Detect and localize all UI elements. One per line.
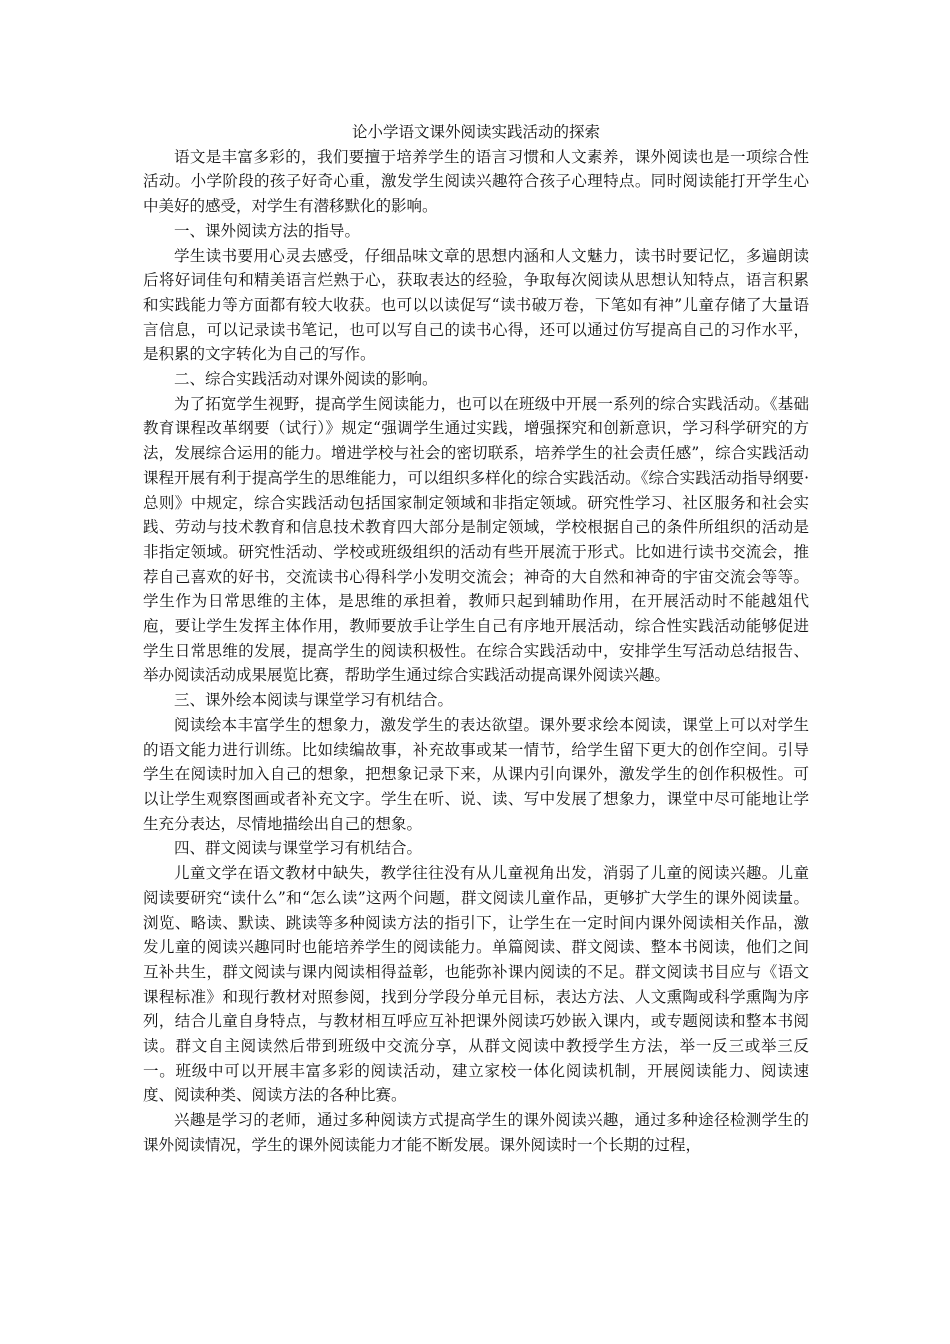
section-heading-4: 四、群文阅读与课堂学习有机结合。 (174, 839, 423, 858)
section-body-3: 阅读绘本丰富学生的想象力，激发学生的表达欲望。课外要求绘本阅读，课堂上可以对学生的语文能力进行训练。比如续编故事，补充故事或某一情节，给学生留下更大的创作空间。引导学生在阅读时加入自己的想象，把想象记录下来，从课内引向课外，激发学生的创作积极性。可以让学生观察图画或者补充文字。学生在听、说、读、写中发展了想象力，课堂中尽可能地让学生充分表达，尽情地描绘出自己的想象。 (143, 715, 809, 833)
intro-paragraph: 语文是丰富多彩的，我们要擅于培养学生的语言习惯和人文素养，课外阅读也是一项综合性活动。小学阶段的孩子好奇心重，激发学生阅读兴趣符合孩子心理特点。同时阅读能打开学生心中美好的感受，对学生有潜移默化的影响。 (143, 147, 809, 216)
document-title: 论小学语文课外阅读实践活动的探索 (351, 123, 600, 141)
section-heading-1: 一、课外阅读方法的指导。 (174, 221, 361, 240)
section-heading-3: 三、课外绘本阅读与课堂学习有机结合。 (174, 691, 454, 710)
section-body-4: 儿童文学在语文教材中缺失，教学往往没有从儿童视角出发，消弱了儿童的阅读兴趣。儿童阅读要研究“读什么”和“怎么读”这两个问题，群文阅读儿童作品，更够扩大学生的课外阅读量。浏览、略读、默读、跳读等多种阅读方法的指引下，让学生在一定时间内课外阅读相关作品，激发儿童的阅读兴趣同时也能培养学生的阅读能力。单篇阅读、群文阅读、整本书阅读，他们之间互补共生，群文阅读与课内阅读相得益彰，也能弥补课内阅读的不足。群文阅读书目应与《语文课程标准》和现行教材对照参阅，找到分学段分单元目标，表达方法、人文熏陶或科学熏陶为序列，结合儿童自身特点，与教材相互呼应互补把课外阅读巧妙嵌入课内，或专题阅读和整本书阅读。群文自主阅读然后带到班级中交流分享，从群文阅读中教授学生方法，举一反三或举三反一。班级中可以开展丰富多彩的阅读活动，建立家校一体化阅读机制，开展阅读能力、阅读速度、阅读种类、阅读方法的各种比赛。 (143, 864, 809, 1105)
section-body-1: 学生读书要用心灵去感受，仔细品味文章的思想内涵和人文魅力，读书时要记忆，多遍朗读后将好词佳句和精美语言烂熟于心，获取表达的经验，争取每次阅读从思想认知特点，语言积累和实践能力等方面都有较大收获。也可以以读促写“读书破万卷，下笔如有神”儿童存储了大量语言信息，可以记录读书笔记，也可以写自己的读书心得，还可以通过仿写提高自己的习作水平，是积累的文字转化为自己的写作。 (143, 246, 809, 364)
section-body-2: 为了拓宽学生视野，提高学生阅读能力，也可以在班级中开展一系列的综合实践活动。《基础教育课程改革纲要（试行）》规定“强调学生通过实践，增强探究和创新意识，学习科学研究的方法，发展综合运用的能力。增进学校与社会的密切联系，培养学生的社会责任感”，综合实践活动课程开展有利于提高学生的思维能力，可以组织多样化的综合实践活动。《综合实践活动指导纲要·总则》中规定，综合实践活动包括国家制定领域和非指定领域。研究性学习、社区服务和社会实践、劳动与技术教育和信息技术教育四大部分是制定领域，学校根据自己的条件所组织的活动是非指定领域。研究性活动、学校或班级组织的活动有些开展流于形式。比如进行读书交流会，推荐自己喜欢的好书，交流读书心得科学小发明交流会；神奇的大自然和神奇的宇宙交流会等等。学生作为日常思维的主体，是思维的承担着，教师只起到辅助作用，在开展活动时不能越俎代庖，要让学生发挥主体作用，教师要放手让学生自己有序地开展活动，综合性实践活动能够促进学生日常思维的发展，提高学生的阅读积极性。在综合实践活动中，安排学生写活动总结报告、举办阅读活动成果展览比赛，帮助学生通过综合实践活动提高课外阅读兴趣。 (143, 394, 809, 685)
document-page (143, 120, 809, 1158)
section-heading-2: 二、综合实践活动对课外阅读的影响。 (174, 370, 438, 389)
closing-paragraph: 兴趣是学习的老师，通过多种阅读方式提高学生的课外阅读兴趣，通过多种途径检测学生的课外阅读情况，学生的课外阅读能力才能不断发展。课外阅读时一个长期的过程， (143, 1111, 809, 1154)
